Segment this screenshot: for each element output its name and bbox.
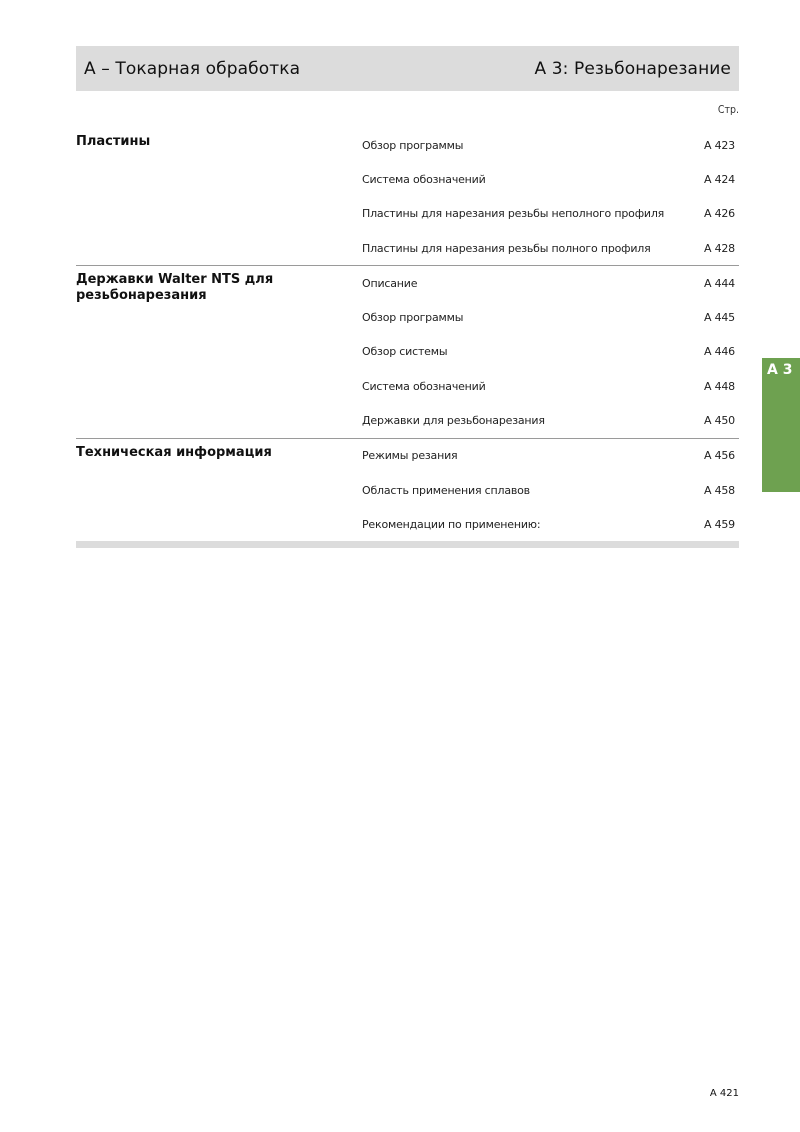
toc-bottom-bar xyxy=(76,541,739,548)
toc-entry-page: A 424 xyxy=(703,172,735,186)
toc-entry[interactable] xyxy=(362,369,739,403)
toc-entry[interactable] xyxy=(362,266,739,300)
toc-entry-page: A 423 xyxy=(703,138,735,152)
toc-entry-label: Обзор программы xyxy=(362,138,464,152)
toc-section-holders xyxy=(76,266,739,438)
toc-entry-page: A 426 xyxy=(703,207,735,221)
toc-section-title: Пластины xyxy=(76,134,151,149)
toc-entry-page: A 458 xyxy=(703,483,735,497)
section-title: A 3: Резьбонарезание xyxy=(534,58,731,79)
toc-entry-page: A 444 xyxy=(703,276,735,290)
toc-entry-page: A 450 xyxy=(703,414,735,428)
toc-entry-label: Державки для резьбонарезания xyxy=(362,414,545,428)
toc-entry-page: A 445 xyxy=(703,311,735,325)
footer-page-number: A 421 xyxy=(709,1088,739,1099)
toc-entry-label: Обзор системы xyxy=(362,345,448,359)
table-of-contents xyxy=(76,128,739,542)
side-tab-label: A 3 xyxy=(767,362,793,378)
toc-entry-label: Режимы резания xyxy=(362,449,458,463)
toc-entry-label: Рекомендации по применению: xyxy=(362,517,541,531)
toc-section-technical xyxy=(76,439,739,542)
toc-entry-page: A 459 xyxy=(703,517,735,531)
toc-entry[interactable] xyxy=(362,300,739,334)
header-bar xyxy=(76,46,739,91)
toc-entry-page: A 456 xyxy=(703,449,735,463)
toc-entry-label: Пластины для нарезания резьбы неполного профиля xyxy=(362,207,665,221)
toc-entry-label: Система обозначений xyxy=(362,172,486,186)
toc-entry[interactable] xyxy=(362,507,739,541)
toc-entry[interactable] xyxy=(362,335,739,369)
toc-entry[interactable] xyxy=(362,439,739,473)
toc-entry[interactable] xyxy=(362,128,739,162)
chapter-side-tab[interactable] xyxy=(762,358,800,492)
toc-entry-label: Пластины для нарезания резьбы полного профиля xyxy=(362,241,651,255)
toc-entry-label: Обзор программы xyxy=(362,311,464,325)
chapter-title: A – Токарная обработка xyxy=(84,58,301,79)
toc-entry-page: A 428 xyxy=(703,241,735,255)
page-column-label: Стр. xyxy=(717,104,739,116)
toc-entry-label: Область применения сплавов xyxy=(362,483,530,497)
toc-entries xyxy=(362,266,739,437)
toc-entry[interactable] xyxy=(362,162,739,196)
toc-entry[interactable] xyxy=(362,197,739,231)
toc-entry-label: Описание xyxy=(362,276,418,290)
toc-section-title: Державки Walter NTS для резьбонарезания xyxy=(76,272,274,304)
toc-entry-page: A 446 xyxy=(703,345,735,359)
toc-section-inserts xyxy=(76,128,739,266)
toc-entry[interactable] xyxy=(362,231,739,265)
toc-entries xyxy=(362,439,739,542)
toc-entry-label: Система обозначений xyxy=(362,379,486,393)
toc-entries xyxy=(362,128,739,265)
toc-entry[interactable] xyxy=(362,473,739,507)
toc-section-title: Техническая информация xyxy=(76,444,272,460)
toc-entry[interactable] xyxy=(362,403,739,437)
toc-entry-page: A 448 xyxy=(703,379,735,393)
